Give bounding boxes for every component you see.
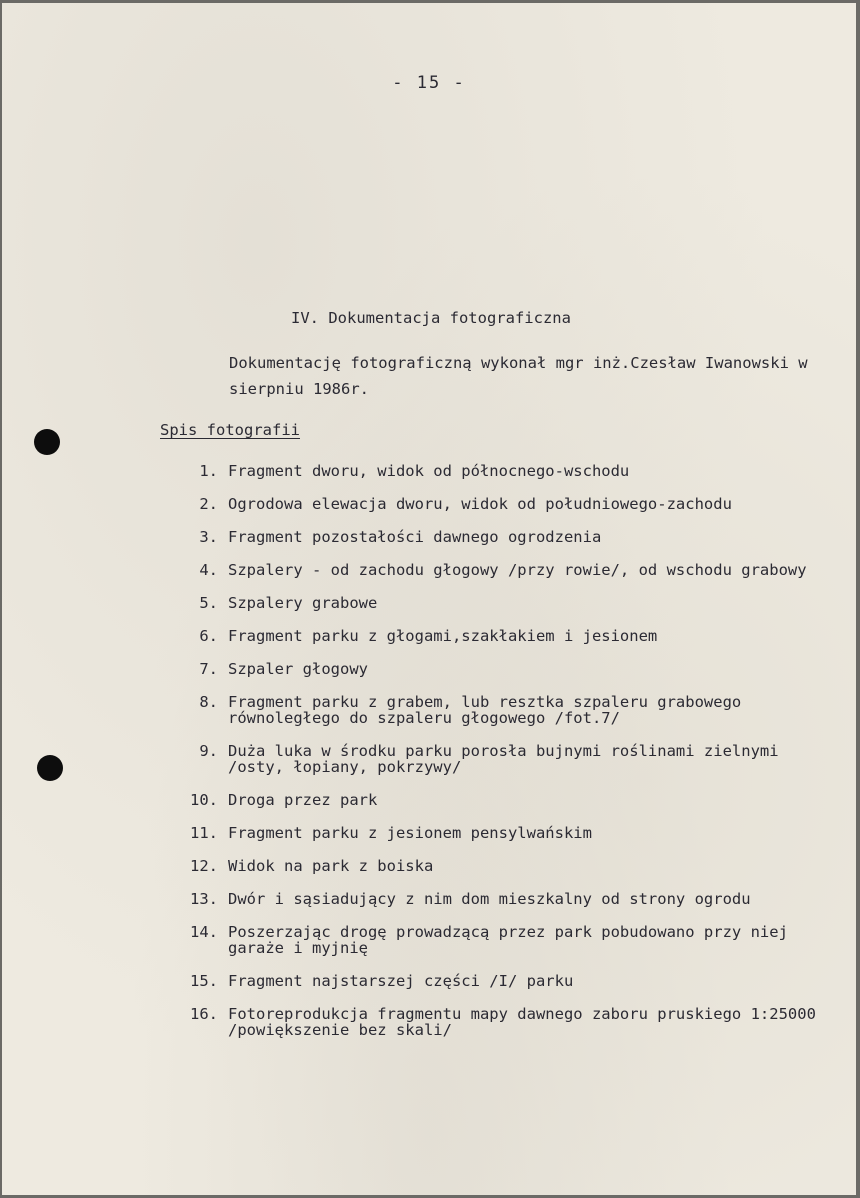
item-text: Poszerzając drogę prowadzącą przez park pobudowano przy niej garaże i myjnię: [228, 923, 788, 957]
item-number: 11.: [190, 824, 218, 842]
section-title: IV. Dokumentacja fotograficzna: [291, 309, 571, 327]
item-number: 16.: [190, 1005, 218, 1023]
page-number: - 15 -: [392, 73, 466, 93]
list-item: [172, 973, 832, 989]
item-text: Szpalery grabowe: [228, 594, 378, 612]
list-item: [172, 1006, 832, 1038]
item-number: 12.: [190, 857, 218, 875]
item-number: 1.: [199, 462, 218, 480]
list-item: [172, 858, 832, 874]
list-item: [172, 496, 832, 512]
item-text: Fragment pozostałości dawnego ogrodzenia: [228, 528, 602, 546]
item-number: 4.: [199, 561, 218, 579]
item-text: Szpaler głogowy: [228, 660, 368, 678]
list-item: [172, 891, 832, 907]
photo-list: [172, 463, 832, 1055]
list-item: [172, 463, 832, 479]
item-number: 10.: [190, 791, 218, 809]
list-item: [172, 924, 832, 956]
item-number: 8.: [199, 693, 218, 711]
item-text: Szpalery - od zachodu głogowy /przy rowie/, od wschodu grabowy: [228, 561, 807, 579]
item-text: Fragment parku z jesionem pensylwańskim: [228, 824, 592, 842]
item-text: Fragment parku z głogami,szakłakiem i jesionem: [228, 627, 658, 645]
item-text: Fragment dworu, widok od północnego-wschodu: [228, 462, 630, 480]
item-text: Fragment najstarszej części /I/ parku: [228, 972, 574, 990]
list-item: [172, 825, 832, 841]
item-number: 3.: [199, 528, 218, 546]
item-number: 13.: [190, 890, 218, 908]
list-item: [172, 694, 832, 726]
item-text: Fragment parku z grabem, lub resztka szpaleru grabowego równoległego do szpaleru głogowego /fot.7/: [228, 693, 742, 727]
list-item: [172, 595, 832, 611]
item-text: Duża luka w środku parku porosła bujnymi roślinami zielnymi /osty, łopiany, pokrzywy/: [228, 742, 779, 776]
item-text: Widok na park z boiska: [228, 857, 434, 875]
item-number: 15.: [190, 972, 218, 990]
document-page: [2, 3, 856, 1195]
intro-paragraph: Dokumentację fotograficzną wykonał mgr inż.Czesław Iwanowski w sierpniu 1986r.: [229, 354, 808, 398]
item-text: Droga przez park: [228, 791, 378, 809]
list-item: [172, 792, 832, 808]
list-item: [172, 628, 832, 644]
item-number: 14.: [190, 923, 218, 941]
list-item: [172, 562, 832, 578]
item-number: 7.: [199, 660, 218, 678]
item-number: 5.: [199, 594, 218, 612]
punch-hole: [34, 429, 60, 455]
punch-hole: [37, 755, 63, 781]
list-heading: Spis fotografii: [160, 421, 300, 439]
item-number: 6.: [199, 627, 218, 645]
item-number: 9.: [199, 742, 218, 760]
list-item: [172, 743, 832, 775]
item-text: Ogrodowa elewacja dworu, widok od południowego-zachodu: [228, 495, 732, 513]
item-text: Dwór i sąsiadujący z nim dom mieszkalny od strony ogrodu: [228, 890, 751, 908]
item-number: 2.: [199, 495, 218, 513]
list-item: [172, 661, 832, 677]
item-text: Fotoreprodukcja fragmentu mapy dawnego zaboru pruskiego 1:25000 /powiększenie bez skali/: [228, 1005, 816, 1039]
list-item: [172, 529, 832, 545]
